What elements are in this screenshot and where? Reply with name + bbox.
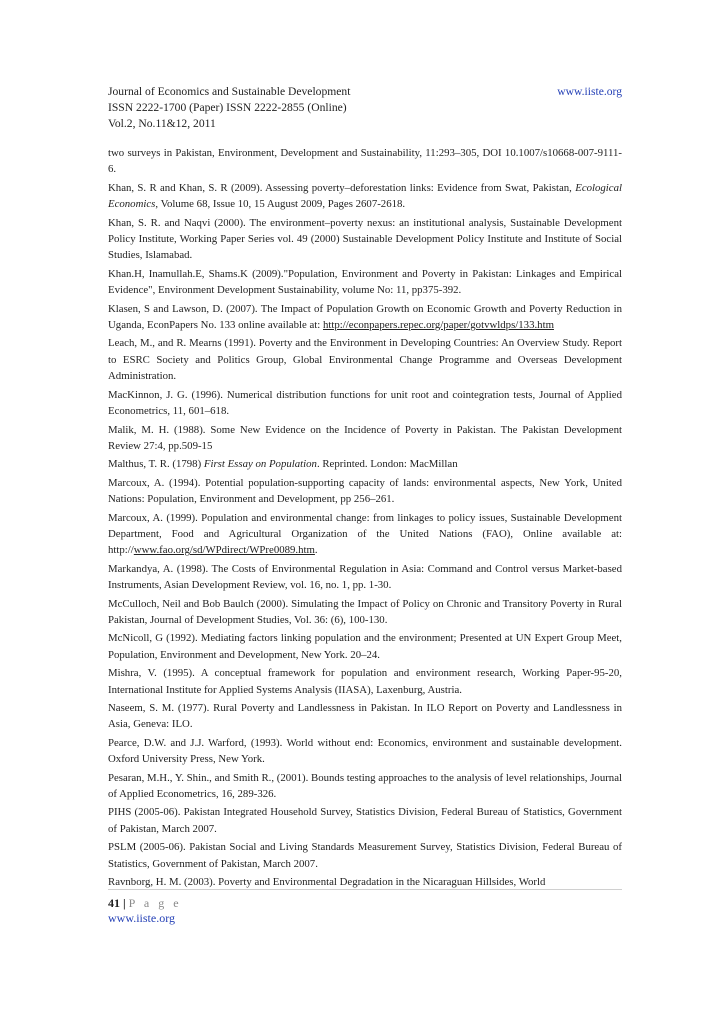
reference-item: Markandya, A. (1998). The Costs of Environmental Regulation in Asia: Command and Control versus Market-based Instruments, Asian Development Review, vol. 16, no. 1, pp. 1-30. — [108, 562, 622, 592]
reference-item: PIHS (2005-06). Pakistan Integrated Household Survey, Statistics Division, Federal Bureau of Statistics, Government of Pakistan, March 2007. — [108, 806, 622, 835]
reference-item: PSLM (2005-06). Pakistan Social and Living Standards Measurement Survey, Statistics Division, Federal Bureau of Statistics, Government of Pakistan, March 2007. — [108, 841, 622, 870]
reference-item: Malthus, T. R. (1798) First Essay on Population. Reprinted. London: MacMillan — [108, 458, 458, 471]
reference-item: Leach, M., and R. Mearns (1991). Poverty and the Environment in Developing Countries: An Overview Study. Report to ESRC Society and Politics Group, Global Environmental Change Programme and Overseas Development Administration. — [108, 337, 622, 383]
reference-item: McCulloch, Neil and Bob Baulch (2000). Simulating the Impact of Policy on Chronic and Transitory Poverty in Rural Pakistan, Journal of Development Studies, Vol. 36: (6), 100-130. — [108, 597, 622, 626]
issn-line: ISSN 2222-1700 (Paper) ISSN 2222-2855 (Online) — [108, 101, 347, 114]
reference-item: Ravnborg, H. M. (2003). Poverty and Environmental Degradation in the Nicaraguan Hillsides, World — [108, 876, 546, 889]
reference-item: Malik, M. H. (1988). Some New Evidence on the Incidence of Poverty in Pakistan. The Pakistan Development Review 27:4, pp.509-15 — [108, 423, 622, 452]
footer-website-link[interactable]: www.iiste.org — [108, 911, 175, 925]
reference-item: Khan.H, Inamullah.E, Shams.K (2009)."Population, Environment and Poverty in Pakistan: Linkages and Empirical Evidence", Environment Development Sustainability, volume No: 11, pp375-392. — [108, 267, 622, 297]
reference-item: Klasen, S and Lawson, D. (2007). The Impact of Population Growth on Economic Growth and Poverty Reduction in Uganda, EconPapers No. 133 online available at: http://econpapers.repec.org/paper/gotvwldps/133.htm — [108, 302, 622, 332]
reference-item: McNicoll, G (1992). Mediating factors linking population and the environment; Presented at UN Expert Group Meet, Population, Environment and Development, New York. 20–24. — [108, 632, 622, 661]
reference-item: Marcoux, A. (1994). Potential population-supporting capacity of lands: environmental aspects, New York, United Nations: Population, Environment and Development, pp 256–261. — [108, 476, 622, 506]
footer-divider — [108, 889, 622, 890]
journal-title: Journal of Economics and Sustainable Development — [108, 85, 351, 98]
journal-name: Ecological Economics — [108, 181, 622, 211]
volume-line: Vol.2, No.11&12, 2011 — [108, 117, 216, 130]
book-title: First Essay on Population — [203, 458, 317, 471]
header-website-link[interactable]: www.iiste.org — [557, 85, 622, 98]
reference-item: Mishra, V. (1995). A conceptual framework for population and environment research, Working Paper-95-20, International Institute for Applied Systems Analysis (IIASA), Laxenburg, Austria. — [108, 667, 622, 696]
reference-item: Pearce, D.W. and J.J. Warford, (1993). World without end: Economics, environment and sustainable development. Oxford University Press, New York. — [108, 736, 622, 766]
reference-item: MacKinnon, J. G. (1996). Numerical distribution functions for unit root and cointegration tests, Journal of Applied Econometrics, 11, 601–618. — [108, 388, 622, 418]
reference-list — [108, 145, 622, 890]
reference-item: two surveys in Pakistan, Environment, Development and Sustainability, 11:293–305, DOI 10.1007/s10668-007-9111-6. — [108, 147, 622, 176]
reference-item: Pesaran, M.H., Y. Shin., and Smith R., (2001). Bounds testing approaches to the analysis of level relationships, Journal of Applied Econometrics, 16, 289-326. — [108, 771, 622, 801]
reference-item: Khan, S. R and Khan, S. R (2009). Assessing poverty–deforestation links: Evidence from Swat, Pakistan, Ecological Economics, Volume 68, Issue 10, 15 August 2009, Pages 2607-2618. — [108, 181, 622, 211]
page-footer — [108, 889, 622, 926]
reference-url-link[interactable]: www.fao.org/sd/WPdirect/WPre0089.htm — [133, 544, 315, 557]
journal-header — [108, 84, 622, 132]
reference-item: Naseem, S. M. (1977). Rural Poverty and Landlessness in Pakistan. In ILO Report on Poverty and Landlessness in Asia, Geneva: ILO. — [108, 702, 622, 731]
reference-item: Khan, S. R. and Naqvi (2000). The environment–poverty nexus: an institutional analysis, Sustainable Development Policy Institute, Working Paper Series vol. 49 (2000) Sustainable Development Policy Institute and Institute of Social Studies, Islamabad. — [108, 216, 622, 262]
document-page — [108, 84, 622, 892]
reference-url-link[interactable]: http://econpapers.repec.org/paper/gotvwldps/133.htm — [322, 319, 554, 332]
page-number: 41 | P a g e — [108, 896, 182, 910]
reference-item: Marcoux, A. (1999). Population and environmental change: from linkages to policy issues, Sustainable Development Department, Food and Agricultural Organization of the United Nations (FAO), Online available at: http://www.fao.org/sd/WPdirect/WPre0089.htm. — [108, 511, 622, 557]
